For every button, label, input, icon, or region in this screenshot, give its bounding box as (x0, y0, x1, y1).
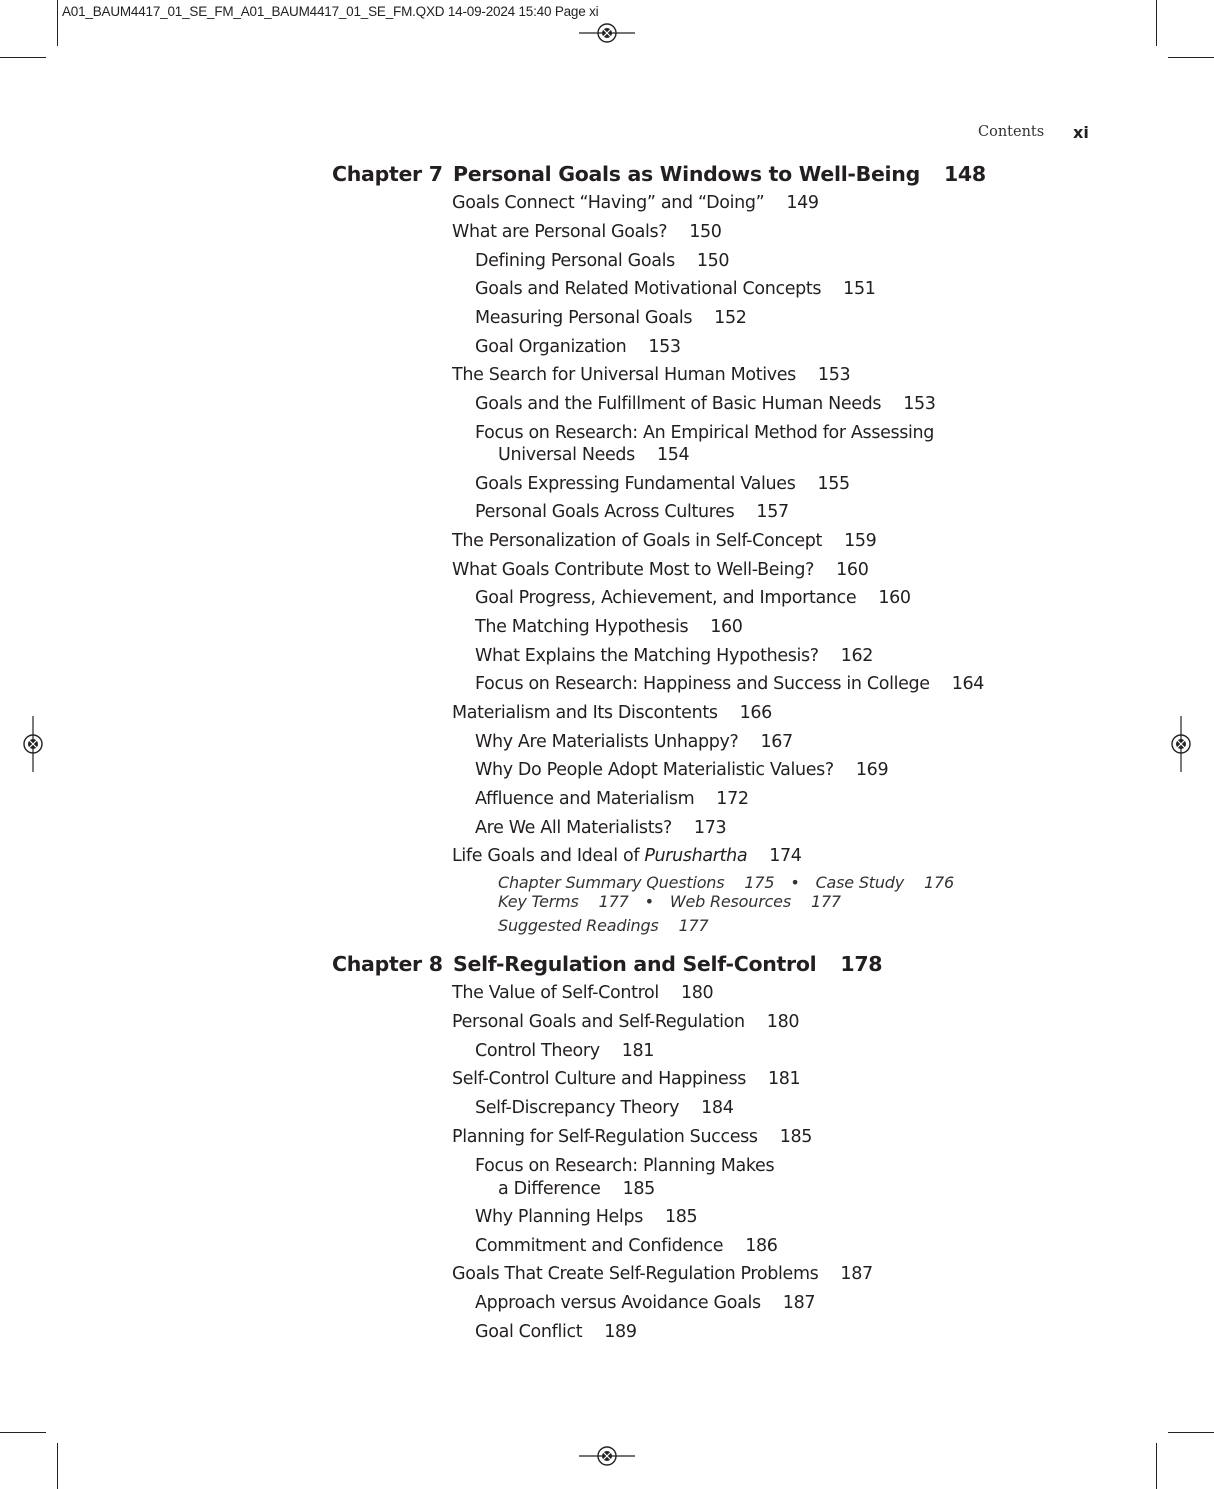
toc-entry: What Explains the Matching Hypothesis? 162 (475, 646, 874, 666)
toc-page: 186 (745, 1236, 778, 1256)
toc-entry: Approach versus Avoidance Goals 187 (475, 1293, 816, 1313)
toc-page: 153 (817, 365, 851, 385)
toc-entry: Are We All Materialists? 173 (475, 818, 727, 838)
toc-entry: Why Are Materialists Unhappy? 167 (475, 732, 793, 752)
toc-page: 185 (664, 1207, 698, 1227)
toc-entry: Goals and Related Motivational Concepts 151 (475, 279, 876, 299)
toc-page: 181 (621, 1041, 655, 1061)
toc-entry: Personal Goals Across Cultures 157 (475, 502, 789, 522)
toc-page: 160 (878, 588, 911, 608)
toc-entry: Goal Organization 153 (475, 337, 681, 357)
chapter-title: Personal Goals as Windows to Well-Being 148 (453, 162, 986, 186)
toc-page: 180 (766, 1012, 800, 1032)
toc-page: 150 (696, 251, 730, 271)
toc-entry: What are Personal Goals? 150 (452, 222, 722, 242)
running-head-title: Contents (978, 124, 1045, 140)
toc-page: 187 (782, 1293, 816, 1313)
toc-page: 154 (656, 445, 690, 465)
toc-page: 160 (710, 617, 743, 637)
toc-entry: Materialism and Its Discontents 166 (452, 703, 772, 723)
toc-entry: Why Do People Adopt Materialistic Values? 169 (475, 760, 889, 780)
toc-page: 159 (844, 531, 877, 551)
toc-entry: Why Planning Helps 185 (475, 1207, 698, 1227)
chapter-page: 178 (840, 952, 883, 976)
toc-entry-continued: a Difference 185 (498, 1179, 655, 1199)
toc-entry: Goal Conflict 189 (475, 1322, 637, 1342)
toc-entry: The Search for Universal Human Motives 153 (452, 365, 851, 385)
toc-entry: Goals Expressing Fundamental Values 155 (475, 474, 850, 494)
chapter-title: Self-Regulation and Self-Control 178 (453, 952, 883, 976)
toc-entry: Life Goals and Ideal of Purushartha 174 (452, 846, 802, 866)
bullet: • (790, 873, 800, 892)
toc-page: 151 (843, 279, 876, 299)
toc-page: 173 (693, 818, 727, 838)
toc-entry: Goals and the Fulfillment of Basic Human Needs 153 (475, 394, 936, 414)
toc-entry: Goal Progress, Achievement, and Importance 160 (475, 588, 911, 608)
toc-page: 169 (855, 760, 889, 780)
chapter-page: 148 (943, 162, 986, 186)
toc-entry: Control Theory 181 (475, 1041, 655, 1061)
toc-entry: Goals That Create Self-Regulation Problems 187 (452, 1264, 873, 1284)
toc-page: 149 (786, 193, 819, 213)
toc-page: 155 (817, 474, 850, 494)
toc-page: 189 (604, 1322, 637, 1342)
toc-page: 184 (701, 1098, 734, 1118)
endmatter-line-3: Suggested Readings 177 (498, 916, 709, 935)
toc-page: 164 (951, 674, 985, 694)
toc-entry: Self-Control Culture and Happiness 181 (452, 1069, 801, 1089)
toc-entry: Defining Personal Goals 150 (475, 251, 730, 271)
toc-entry: Affluence and Materialism 172 (475, 789, 749, 809)
endmatter-line-1: Chapter Summary Questions 175 • Case Study 176 (498, 873, 954, 892)
toc-entry: Focus on Research: Planning Makes (475, 1156, 775, 1176)
toc-page: 160 (836, 560, 869, 580)
toc-entry-continued: Universal Needs 154 (498, 445, 690, 465)
print-slug: A01_BAUM4417_01_SE_FM_A01_BAUM4417_01_SE_FM.QXD 14-09-2024 15:40 Page xi (62, 4, 599, 19)
registration-mark-top (579, 5, 635, 61)
toc-page: 187 (840, 1264, 873, 1284)
toc-page: 180 (680, 983, 714, 1003)
toc-entry: Personal Goals and Self-Regulation 180 (452, 1012, 800, 1032)
toc-page: 185 (622, 1179, 655, 1199)
toc-entry: The Value of Self-Control 180 (452, 983, 714, 1003)
toc-entry: Focus on Research: Happiness and Success in College 164 (475, 674, 985, 694)
toc-page: 150 (689, 222, 722, 242)
toc-entry: Measuring Personal Goals 152 (475, 308, 747, 328)
endmatter-line-2: Key Terms 177 • Web Resources 177 (498, 892, 841, 911)
registration-mark-right (1153, 716, 1209, 772)
toc-entry: Self-Discrepancy Theory 184 (475, 1098, 734, 1118)
toc-entry: Commitment and Confidence 186 (475, 1236, 778, 1256)
toc-page: 167 (760, 732, 793, 752)
chapter-label: Chapter 8 (332, 952, 443, 976)
toc-page: 181 (767, 1069, 801, 1089)
toc-entry: What Goals Contribute Most to Well-Being? 160 (452, 560, 869, 580)
toc-page: 166 (739, 703, 772, 723)
toc-entry: Goals Connect “Having” and “Doing” 149 (452, 193, 819, 213)
chapter-label: Chapter 7 (332, 162, 443, 186)
toc-page: 153 (648, 337, 681, 357)
toc-page: 157 (756, 502, 789, 522)
toc-page: 162 (840, 646, 874, 666)
registration-mark-bottom (579, 1428, 635, 1484)
toc-entry: The Matching Hypothesis 160 (475, 617, 743, 637)
toc-page: 152 (714, 308, 747, 328)
registration-mark-left (5, 716, 61, 772)
toc-page: 172 (716, 789, 749, 809)
page-number: xi (1073, 123, 1089, 142)
toc-page: 153 (903, 394, 936, 414)
toc-page: 185 (779, 1127, 813, 1147)
toc-entry: Planning for Self-Regulation Success 185 (452, 1127, 813, 1147)
bullet: • (644, 892, 654, 911)
toc-page: 174 (769, 846, 802, 866)
toc-entry: Focus on Research: An Empirical Method for Assessing (475, 423, 935, 443)
toc-entry: The Personalization of Goals in Self-Concept 159 (452, 531, 877, 551)
